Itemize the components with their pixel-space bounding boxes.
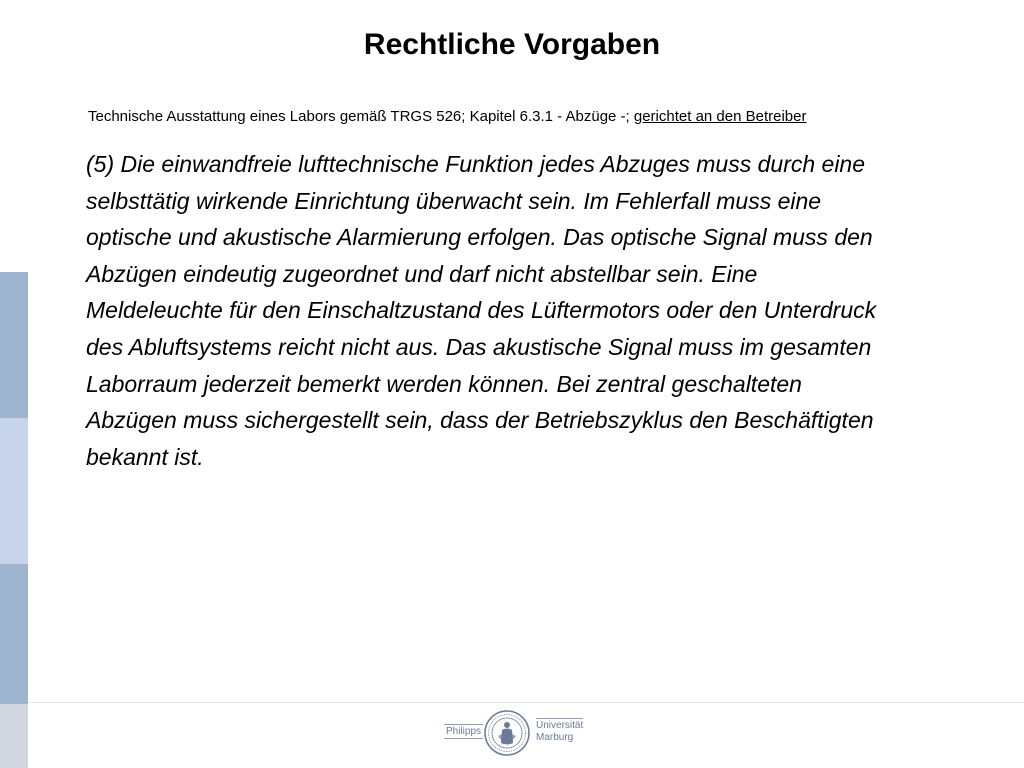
logo-text-philipps: Philipps: [446, 726, 482, 737]
body-line: (5) Die einwandfreie lufttechnische Funktion jedes Abzuges muss durch eine: [86, 151, 866, 177]
body-line: selbsttätig wirkende Einrichtung überwacht sein. Im Fehlerfall muss eine: [86, 187, 822, 214]
subtitle-link[interactable]: gerichtet an den Betreiber: [633, 108, 807, 125]
university-seal-icon: [484, 710, 530, 756]
body-paragraph: [86, 146, 986, 475]
body-line: Abzügen eindeutig zugeordnet und darf nicht abstellbar sein. Eine: [86, 260, 758, 287]
body-line: des Abluftsystems reicht nicht aus. Das akustische Signal muss im gesamten: [86, 333, 872, 360]
side-accent-bar: [0, 418, 28, 564]
body-line: bekannt ist.: [86, 443, 204, 470]
logo-text-line2: Marburg: [536, 732, 574, 743]
slide-subtitle: [88, 108, 968, 125]
logo-text-line1: Universität: [536, 720, 584, 731]
footer-divider: [28, 702, 1024, 703]
side-accent-bar: [0, 272, 28, 418]
body-line: Abzügen muss sichergestellt sein, dass der Betriebszyklus den Beschäftigten: [86, 407, 874, 434]
university-logo: [444, 710, 594, 760]
body-line: Laborraum jederzeit bemerkt werden können. Bei zentral geschalteten: [86, 370, 802, 397]
logo-text-universitaet: [536, 718, 583, 744]
subtitle-text: Technische Ausstattung eines Labors gemäß TRGS 526; Kapitel 6.3.1 - Abzüge -;: [88, 108, 634, 125]
side-accent-bar: [0, 564, 28, 704]
body-line: optische und akustische Alarmierung erfolgen. Das optische Signal muss den: [86, 224, 873, 251]
side-accent-bar: [0, 704, 28, 768]
slide-title: Rechtliche Vorgaben: [363, 28, 661, 61]
body-line: Meldeleuchte für den Einschaltzustand des Lüftermotors oder den Unterdruck: [86, 297, 877, 324]
